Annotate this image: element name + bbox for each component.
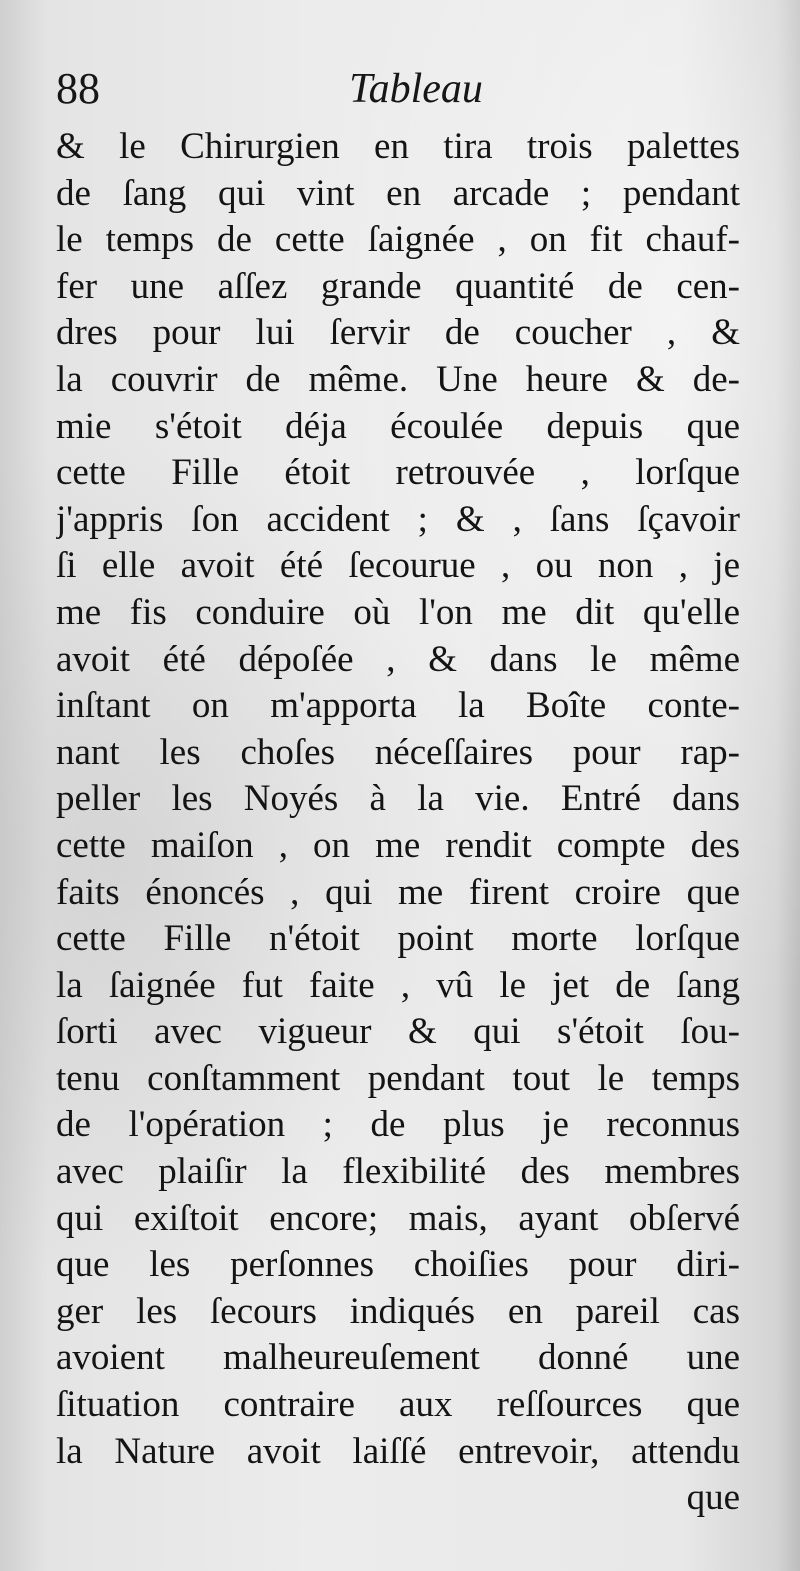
text-line: de l'opération ; de plus je reconnus <box>56 1104 740 1146</box>
page-number: 88 <box>56 64 100 113</box>
text-line: tenu conſtamment pendant tout le temps <box>56 1057 740 1099</box>
text-line: nant les choſes néceſſaires pour rap- <box>56 731 740 773</box>
text-line: fer une aſſez grande quantité de cen- <box>56 265 740 307</box>
text-line: inſtant on m'apporta la Boîte conte- <box>56 685 740 727</box>
text-line: la ſaignée fut faite , vû le jet de ſang <box>56 964 740 1006</box>
text-line: avec plaiſir la flexibilité des membres <box>56 1151 740 1193</box>
text-line: avoit été dépoſée , & dans le même <box>56 638 740 680</box>
text-line: cette Fille étoit retrouvée , lorſque <box>56 452 740 494</box>
text-line: ſi elle avoit été ſecourue , ou non , je <box>56 545 740 587</box>
text-line: la couvrir de même. Une heure & de- <box>56 358 740 400</box>
text-line: de ſang qui vint en arcade ; pendant <box>56 172 740 214</box>
text-line: le temps de cette ſaignée , on fit chauf- <box>56 219 740 261</box>
running-title: Tableau <box>349 66 483 112</box>
text-line: j'appris ſon accident ; & , ſans ſçavoir <box>56 498 740 540</box>
text-line: faits énoncés , qui me firent croire que <box>56 871 740 913</box>
body-text <box>56 124 740 1522</box>
text-line: & le Chirurgien en tira trois palettes <box>56 126 740 167</box>
text-line: dres pour lui ſervir de coucher , & <box>56 312 740 354</box>
text-line: peller les Noyés à la vie. Entré dans <box>56 778 740 820</box>
text-line: mie s'étoit déja écoulée depuis que <box>56 405 740 447</box>
text-line: ſituation contraire aux reſſources que <box>56 1384 740 1426</box>
text-line: que les perſonnes choiſies pour diri- <box>56 1244 740 1286</box>
text-line: cette Fille n'étoit point morte lorſque <box>56 918 740 960</box>
text-line: ſorti avec vigueur & qui s'étoit ſou- <box>56 1011 740 1053</box>
text-line: cette maiſon , on me rendit compte des <box>56 824 740 866</box>
page-header <box>56 62 736 116</box>
catchword: que <box>686 1477 740 1519</box>
text-line: avoient malheureuſement donné une <box>56 1337 740 1379</box>
text-line: ger les ſecours indiqués en pareil cas <box>56 1290 740 1332</box>
text-line: la Nature avoit laiſſé entrevoir, attendu <box>56 1430 740 1472</box>
text-line: me fis conduire où l'on me dit qu'elle <box>56 591 740 633</box>
text-line: qui exiſtoit encore; mais, ayant obſervé <box>56 1197 740 1239</box>
